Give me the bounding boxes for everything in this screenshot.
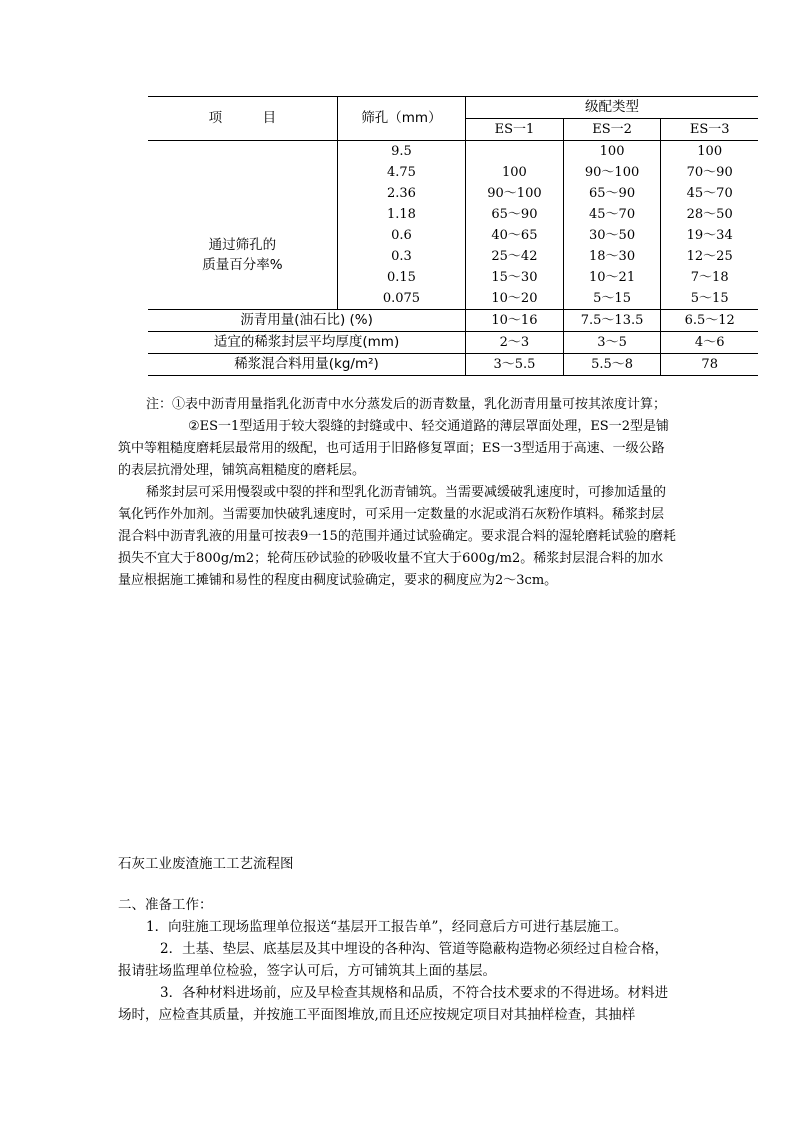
es1-value: 40～65 xyxy=(491,228,538,243)
sieve-value: 9.5 xyxy=(391,144,412,159)
es2-value: 90～100 xyxy=(584,165,640,180)
pass-label: 通过筛孔的 质量百分率% xyxy=(148,141,337,310)
es1-value: 10～20 xyxy=(491,291,538,306)
es2-value: 5～15 xyxy=(593,291,631,306)
es3-column xyxy=(661,141,758,310)
section-heading: 二、准备工作： xyxy=(118,897,213,913)
row-es2: 7.5～13.5 xyxy=(563,310,661,332)
es1-value: 90～100 xyxy=(487,186,542,201)
row-es3: 4～6 xyxy=(661,332,758,354)
table-row xyxy=(148,354,758,376)
table-row xyxy=(148,332,758,354)
sieve-value: 4.75 xyxy=(386,165,416,180)
note-1: 注：①表中沥青用量指乳化沥青中水分蒸发后的沥青数量，乳化沥青用量可按其浓度计算； xyxy=(146,397,667,412)
es3-value: 12～25 xyxy=(686,249,733,264)
preparation-section xyxy=(118,894,678,1026)
es2-value: 30～50 xyxy=(589,228,636,243)
prep-item-1: 1．向驻施工现场监理单位报送“基层开工报告单”，经同意后方可进行基层施工。 xyxy=(146,919,628,935)
row-es3: 6.5～12 xyxy=(661,310,758,332)
sieve-value: 1.18 xyxy=(386,207,416,222)
row-label: 沥青用量(油石比) (%) xyxy=(148,310,466,332)
sieve-value: 2.36 xyxy=(386,186,416,201)
sieve-value: 0.15 xyxy=(386,270,416,285)
es3-value: 5～15 xyxy=(690,291,729,306)
es3-value: 45～70 xyxy=(686,186,733,201)
es3-value: 7～18 xyxy=(690,270,729,285)
table-row xyxy=(148,310,758,332)
es3-value: 100 xyxy=(697,144,723,159)
row-es2: 5.5～8 xyxy=(563,354,661,376)
body-paragraph: 稀浆封层可采用慢裂或中裂的拌和型乳化沥青铺筑。当需要减缓破乳速度时，可掺加适量的氧化钙作外加剂。当需要加快破乳速度时，可采用一定数量的水泥或消石灰粉作填料。稀浆封层混合料中沥青乳液的用量可按表9一15的范围并通过试验确定。要求混合料的湿轮磨耗试验的磨耗损失不宜大于800g/m2；轮荷压砂试验的砂吸收量不宜大于600g/m2。稀浆封层混合料的加水量应根据施工摊铺和易性的程度由稠度试验确定，要求的稠度应为2～3cm。 xyxy=(118,485,676,588)
es1-value: 15～30 xyxy=(491,270,538,285)
es2-column xyxy=(563,141,661,310)
row-label: 适宜的稀浆封层平均厚度(mm) xyxy=(148,332,466,354)
gradation-table xyxy=(148,96,758,376)
es1-value: 25～42 xyxy=(491,249,538,264)
es2-value: 65～90 xyxy=(589,186,636,201)
es1-value: 65～90 xyxy=(491,207,538,222)
es2-value: 18～30 xyxy=(589,249,636,264)
row-es2: 3～5 xyxy=(563,332,661,354)
header-es1: ES一1 xyxy=(466,119,564,141)
header-item: 项 目 xyxy=(148,97,337,141)
prep-item-3: 3．各种材料进场前，应及早检查其规格和品质，不符合技术要求的不得进场。材料进场时，应检查其质量，并按施工平面图堆放,而且还应按规定项目对其抽样检查，其抽样 xyxy=(118,985,669,1023)
header-es3: ES一3 xyxy=(661,119,758,141)
table-notes xyxy=(118,394,676,592)
row-label: 稀浆混合料用量(kg/m²) xyxy=(148,354,466,376)
prep-item-2: 2．土基、垫层、底基层及其中埋设的各种沟、管道等隐蔽构造物必须经过自检合格，报请驻场监理单位检验，签字认可后，方可铺筑其上面的基层。 xyxy=(118,941,669,979)
note-2: ②ES一1型适用于较大裂缝的封缝或中、轻交通道路的薄层罩面处理，ES一2型是铺筑中等粗糙度磨耗层最常用的级配，也可适用于旧路修复罩面；ES一3型适用于高速、一级公路的表层抗滑处理，铺筑高粗糙度的磨耗层。 xyxy=(118,419,669,478)
row-es1: 3～5.5 xyxy=(466,354,564,376)
header-es2: ES一2 xyxy=(563,119,661,141)
sieve-value: 0.075 xyxy=(382,291,421,306)
es3-value: 19～34 xyxy=(686,228,733,243)
flow-chart-title: 石灰工业废渣施工工艺流程图 xyxy=(118,856,294,872)
header-sieve: 筛孔（mm） xyxy=(337,97,465,141)
row-es3: 78 xyxy=(661,354,758,376)
sieve-column xyxy=(337,141,465,310)
header-gradation: 级配类型 xyxy=(466,97,758,119)
es2-value: 100 xyxy=(599,144,625,159)
es2-value: 45～70 xyxy=(589,207,636,222)
es3-value: 28～50 xyxy=(686,207,733,222)
es1-value xyxy=(466,141,563,162)
row-es1: 2～3 xyxy=(466,332,564,354)
es2-value: 10～21 xyxy=(589,270,636,285)
es1-column xyxy=(466,141,564,310)
sieve-value: 0.3 xyxy=(391,249,412,264)
es1-value: 100 xyxy=(502,165,527,180)
row-es1: 10～16 xyxy=(466,310,564,332)
sieve-value: 0.6 xyxy=(391,228,412,243)
es3-value: 70～90 xyxy=(686,165,733,180)
